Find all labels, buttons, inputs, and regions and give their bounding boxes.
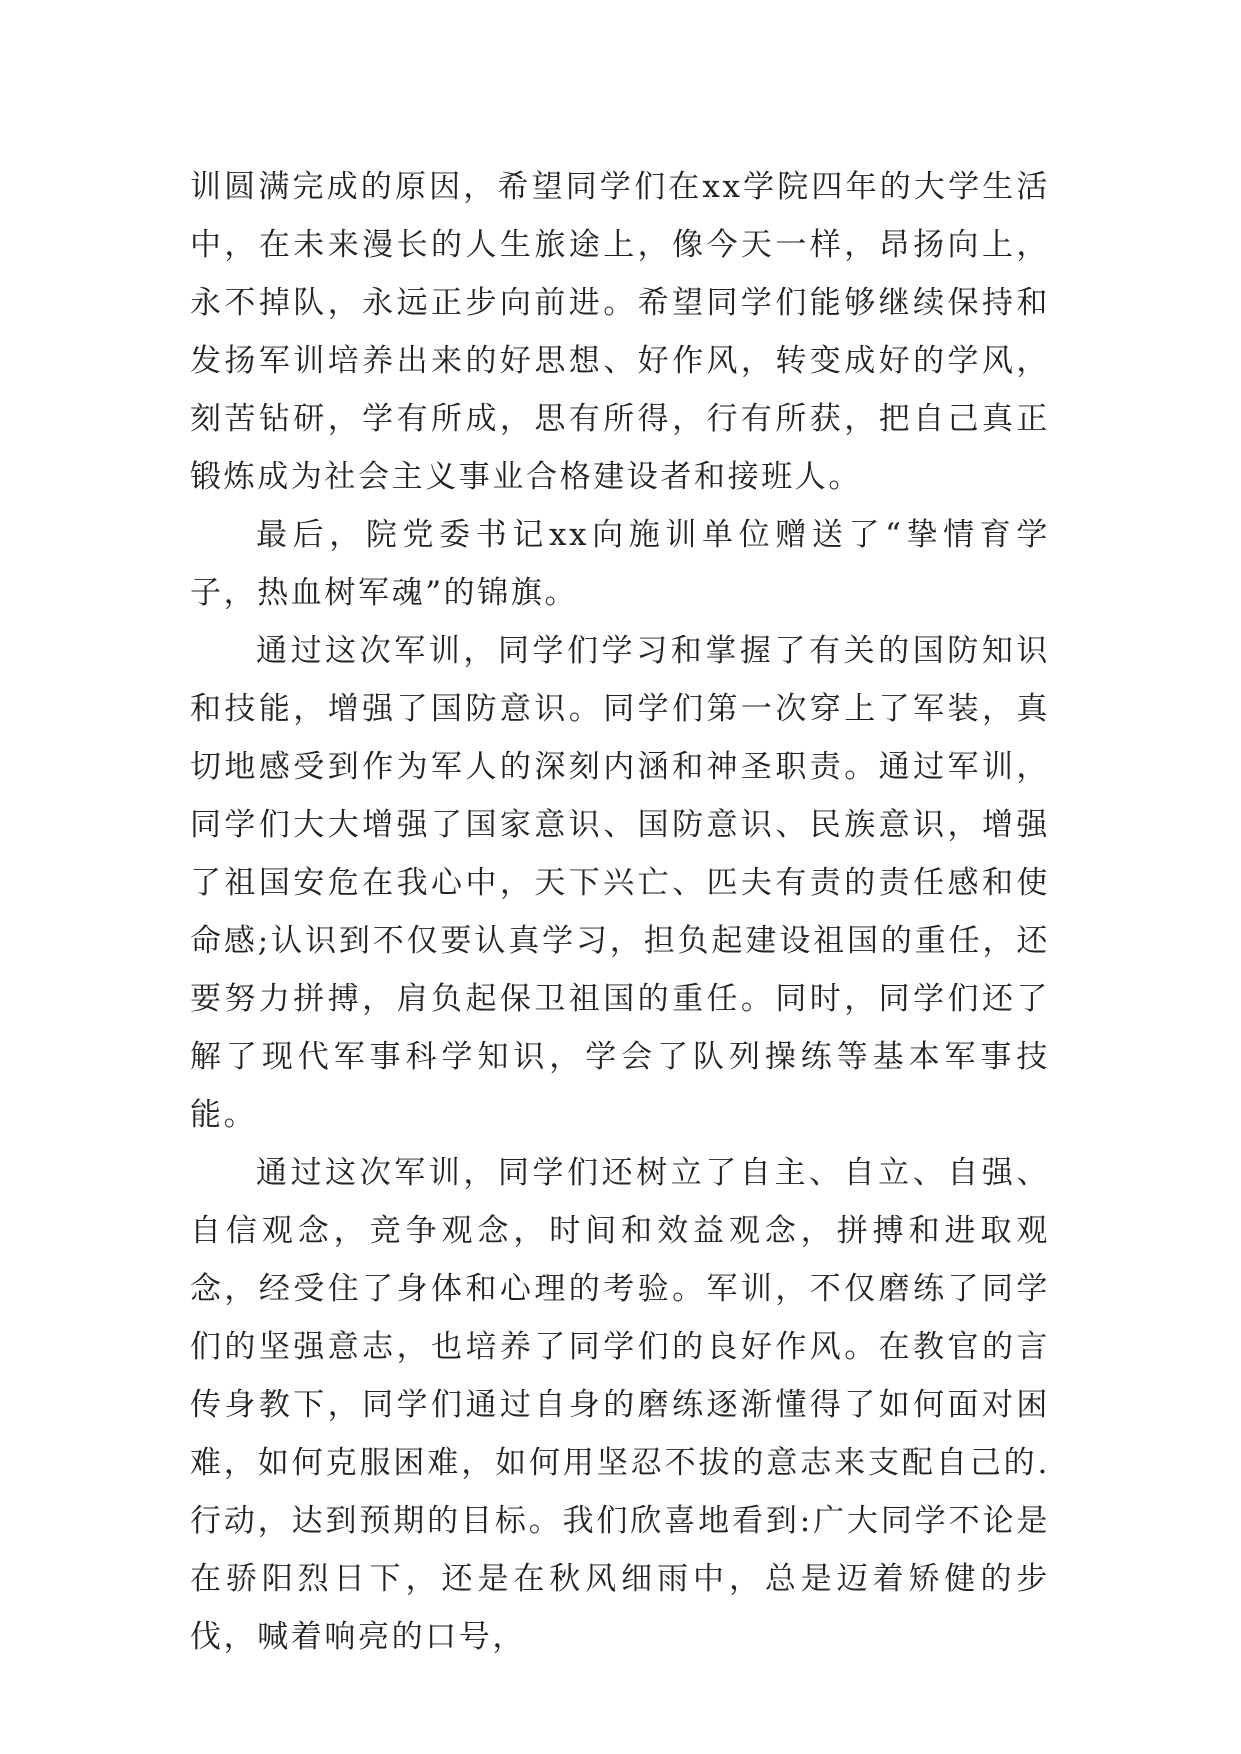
document-body bbox=[190, 158, 1050, 1666]
paragraph-self-reliance: 通过这次军训，同学们还树立了自主、自立、自强、自信观念，竞争观念，时间和效益观念，拼搏和进取观念，经受住了身体和心理的考验。军训，不仅磨练了同学们的坚强意志，也培养了同学们的良好作风。在教官的言传身教下，同学们通过自身的磨练逐渐懂得了如何面对困难，如何克服困难，如何用坚忍不拔的意志来支配自己的.行动，达到预期的目标。我们欣喜地看到:广大同学不论是在骄阳烈日下，还是在秋风细雨中，总是迈着矫健的步伐，喊着响亮的口号， bbox=[190, 1155, 1050, 1655]
paragraph-defense-knowledge: 通过这次军训，同学们学习和掌握了有关的国防知识和技能，增强了国防意识。同学们第一次穿上了军装，真切地感受到作为军人的深刻内涵和神圣职责。通过军训，同学们大大增强了国家意识、国防意识、民族意识，增强了祖国安危在我心中，天下兴亡、匹夫有责的责任感和使命感;认识到不仅要认真学习，担负起建设祖国的重任，还要努力拼搏，肩负起保卫祖国的重任。同时，同学们还了解了现代军事科学知识，学会了队列操练等基本军事技能。 bbox=[190, 633, 1050, 1133]
paragraph-continuation: 训圆满完成的原因，希望同学们在xx学院四年的大学生活中，在未来漫长的人生旅途上，像今天一样，昂扬向上，永不掉队，永远正步向前进。希望同学们能够继续保持和发扬军训培养出来的好思想、好作风，转变成好的学风，刻苦钻研，学有所成，思有所得，行有所获，把自己真正锻炼成为社会主义事业合格建设者和接班人。 bbox=[190, 169, 1050, 495]
paragraph-banner-presentation: 最后，院党委书记xx向施训单位赠送了“挚情育学子，热血树军魂”的锦旗。 bbox=[190, 517, 1050, 611]
